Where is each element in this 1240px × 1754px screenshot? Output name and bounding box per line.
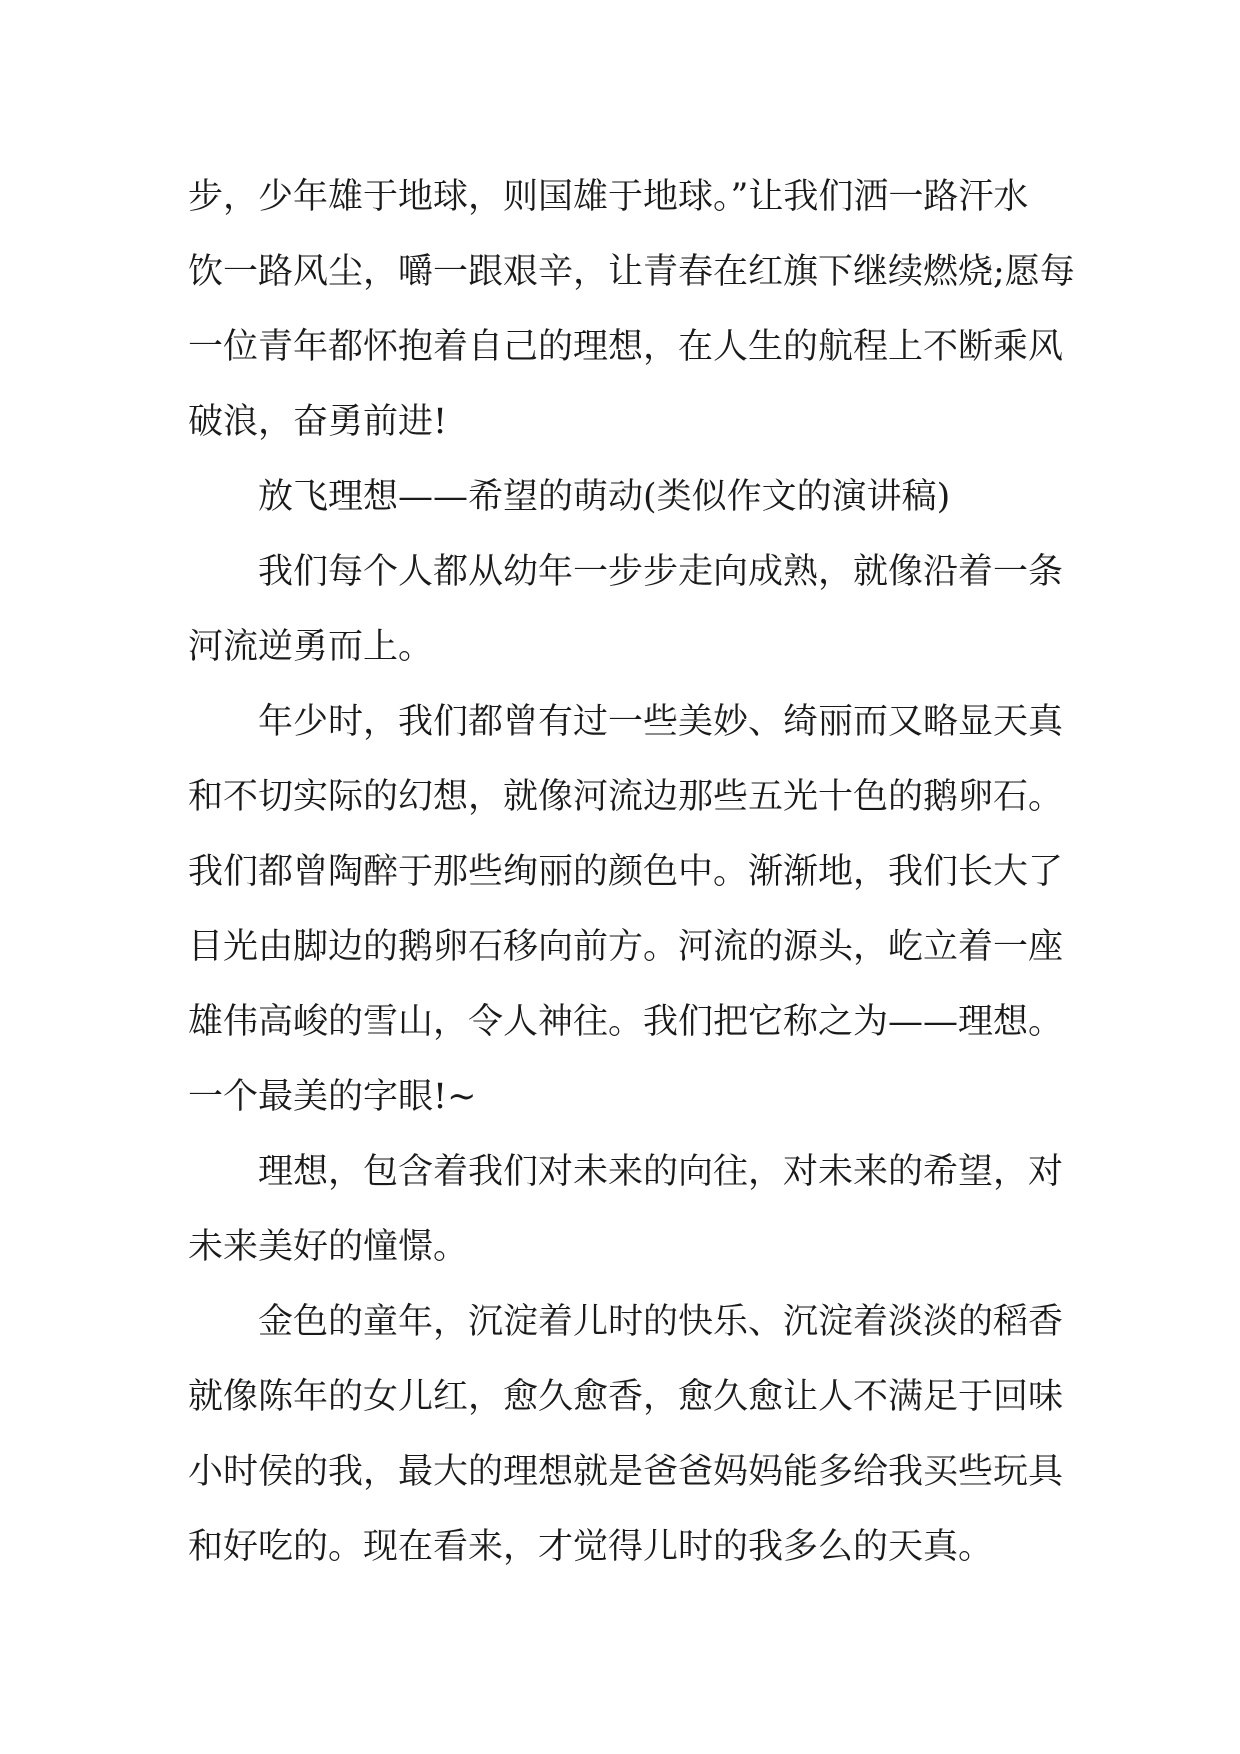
text-line: 和好吃的。现在看来，才觉得儿时的我多么的天真。 [188, 1527, 994, 1567]
text-line: 年少时，我们都曾有过一些美妙、绮丽而又略显天真 [258, 702, 1064, 742]
body-text [188, 167, 1075, 1592]
text-line: 就像陈年的女儿红，愈久愈香，愈久愈让人不满足于回味 [188, 1377, 1064, 1417]
text-line: 理想，包含着我们对未来的向往，对未来的希望，对 [258, 1152, 1064, 1192]
text-line: 雄伟高峻的雪山，令人神往。我们把它称之为——理想。 [188, 1002, 1064, 1042]
text-line: 和不切实际的幻想，就像河流边那些五光十色的鹅卵石。 [188, 777, 1064, 817]
text-line: 步，少年雄于地球，则国雄于地球。”让我们洒一路汗水 [188, 177, 1029, 217]
section-heading: 放飞理想——希望的萌动(类似作文的演讲稿) [258, 477, 951, 517]
text-line: 一个最美的字眼!~ [188, 1077, 477, 1117]
text-line: 我们都曾陶醉于那些绚丽的颜色中。渐渐地，我们长大了 [188, 852, 1064, 892]
text-line: 饮一路风尘，嚼一跟艰辛，让青春在红旗下继续燃烧;愿每 [188, 252, 1075, 292]
text-line: 破浪，奋勇前进! [188, 402, 448, 442]
text-line: 河流逆勇而上。 [188, 627, 434, 667]
text-line: 我们每个人都从幼年一步步走向成熟，就像沿着一条 [258, 552, 1064, 592]
text-line: 小时侯的我，最大的理想就是爸爸妈妈能多给我买些玩具 [188, 1452, 1064, 1492]
text-line: 一位青年都怀抱着自己的理想，在人生的航程上不断乘风 [188, 327, 1064, 367]
text-line: 目光由脚边的鹅卵石移向前方。河流的源头，屹立着一座 [188, 927, 1064, 967]
text-line: 金色的童年，沉淀着儿时的快乐、沉淀着淡淡的稻香 [258, 1302, 1064, 1342]
text-line: 未来美好的憧憬。 [188, 1227, 469, 1267]
